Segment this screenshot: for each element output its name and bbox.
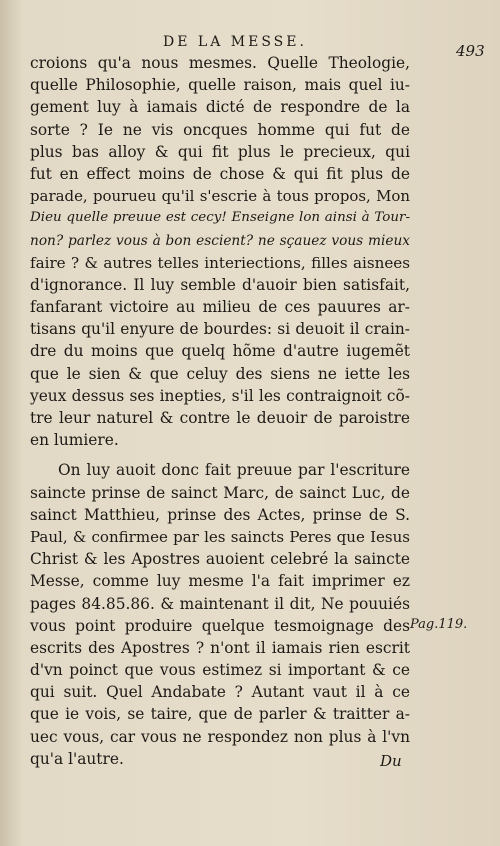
text-line: plus bas alloy & qui fit plus le precieux, qui	[30, 142, 410, 161]
text-line: escrits des Apostres ? n'ont il iamais rien escrit	[30, 638, 410, 657]
text-line: yeux dessus ses inepties, s'il les contraignoit cõ-	[30, 386, 410, 405]
text-line: saincte prinse de sainct Marc, de sainct Luc, de	[30, 483, 410, 502]
text-line: gement luy à iamais dicté de respondre de la	[30, 98, 410, 117]
text-line: fut en effect moins de chose & qui fit plus de	[30, 164, 410, 183]
text-line: tre leur naturel & contre le deuoir de paroistre	[30, 409, 410, 427]
text-line: vous point produire quelque tesmoignage des	[30, 616, 410, 635]
page-number: 493	[456, 42, 485, 60]
margin-note: Pag.119.	[410, 617, 468, 632]
paragraph-gap	[30, 451, 410, 459]
catchword: Du	[380, 752, 402, 770]
text-line: uec vous, car vous ne respondez non plus à l'vn	[30, 727, 410, 746]
text-body	[30, 52, 410, 770]
text-line: faire ? & autres telles interiections, filles aisnees	[30, 253, 410, 272]
text-line: Messe, comme luy mesme l'a fait imprimer ez	[30, 572, 410, 591]
text-line: non? parlez vous à bon escient? ne sçauez vous mieux	[30, 232, 410, 249]
text-line: que ie vois, se taire, que de parler & traitter a-	[30, 705, 410, 724]
text-line: que le sien & que celuy des siens ne iette les	[30, 364, 410, 383]
paragraph-2	[30, 459, 410, 770]
text-line: On luy auoit donc fait preuue par l'escriture	[58, 461, 410, 480]
text-line: sorte ? Ie ne vis oncques homme qui fut de	[30, 120, 410, 139]
text-line: en lumiere.	[30, 431, 119, 450]
text-line: croions qu'a nous mesmes. Quelle Theologie,	[30, 54, 410, 72]
text-line: tisans qu'il enyure de bourdes: si deuoit il crain-	[30, 320, 410, 339]
running-title: DE LA MESSE.	[163, 34, 307, 50]
text-line: qui suit. Quel Andabate ? Autant vaut il à ce	[30, 683, 410, 702]
paragraph-1	[30, 52, 410, 451]
text-line: dre du moins que quelq hõme d'autre iugemẽt	[30, 342, 410, 361]
text-line: pages 84.85.86. & maintenant il dit, Ne pouuiés	[30, 594, 410, 613]
text-line: quelle Philosophie, quelle raison, mais quel iu-	[30, 76, 410, 95]
text-line: fanfarant victoire au milieu de ces pauures ar-	[30, 298, 410, 317]
text-line: Dieu quelle preuue est cecy! Enseigne lon ainsi à Tour-	[30, 210, 410, 226]
text-line: Christ & les Apostres auoient celebré la saincte	[30, 550, 410, 569]
text-line: Paul, & confirmee par les saincts Peres que Iesus	[30, 527, 410, 546]
text-line: d'vn poinct que vous estimez si important & ce	[30, 661, 410, 680]
text-line: sainct Matthieu, prinse des Actes, prinse de S.	[30, 505, 410, 524]
text-line: parade, pourueu qu'il s'escrie à tous propos, Mon	[30, 187, 410, 206]
text-line: qu'a l'autre.	[30, 749, 124, 768]
text-line: d'ignorance. Il luy semble d'auoir bien satisfait,	[30, 275, 410, 294]
